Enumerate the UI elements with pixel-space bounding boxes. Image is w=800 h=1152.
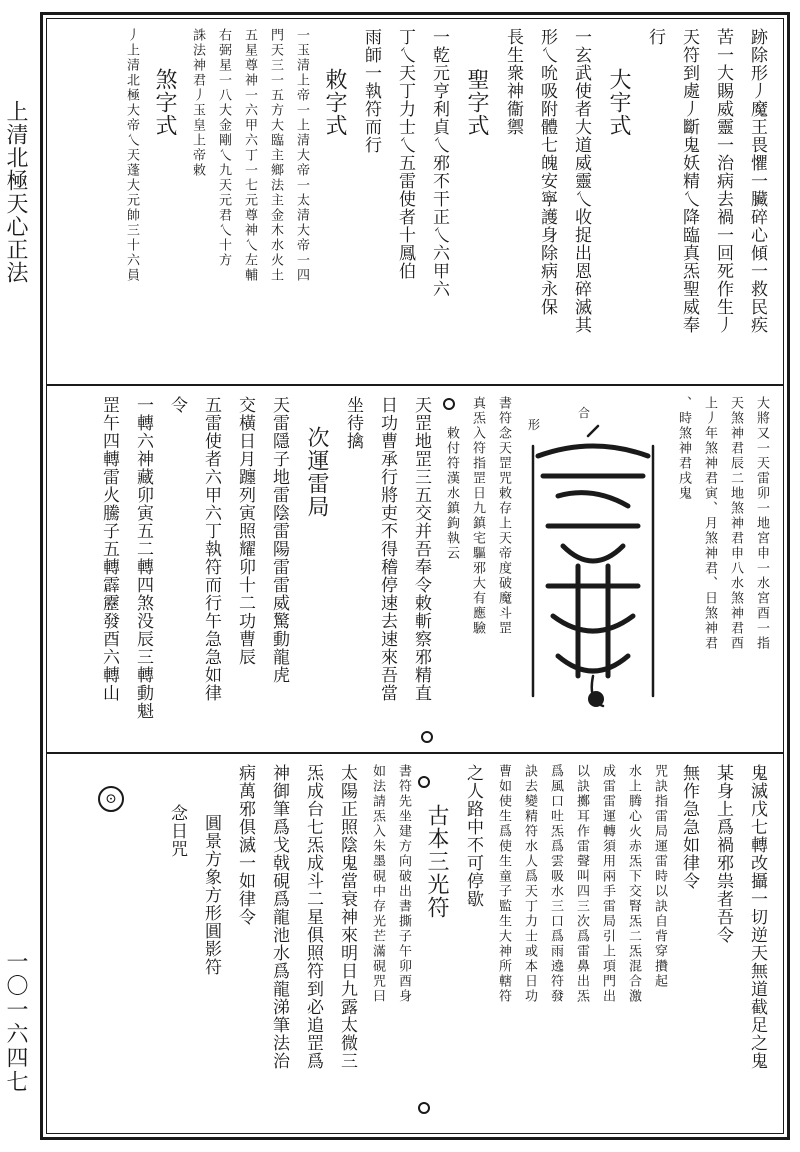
text-column: 之人路中不可停歇 [463,764,483,908]
text-column: 五星尊神一六甲六丁一七元尊神乀左輔 [242,28,257,283]
text-column: 誅法神君丿玉皇上帝敕 [190,28,205,178]
text-column: 長生衆神衞禦 [503,28,523,136]
text-column: 鬼滅戊七轉改攝一切逆天無道截足之鬼 [747,764,767,1070]
register-bottom-columns [162,764,772,1124]
text-column: 交橫日月躔列寅照耀卯十二功曹辰 [235,396,255,666]
section-heading: 煞字式 [152,68,177,137]
text-column: 炁成台七炁成斗二星俱照符到必追罡爲 [303,764,323,1070]
text-column: 、時煞神君戌鬼 [676,396,691,501]
text-column: 門天三一五方大臨主鄉法主金木水火土 [268,28,283,283]
talisman-area [518,396,668,742]
text-column: 水上腾心火赤炁下交腎炁二炁混合激 [626,764,641,1004]
text-column: 如法請炁入朱墨硯中存光芒滿硯咒曰 [370,764,385,1004]
text-column: 令 [167,396,187,414]
text-column: 一玉清上帝一上清大帝一太清大帝一四 [294,28,309,283]
text-column: 太陽正照陰鬼當衰神來明日九露太微三 [337,764,357,1070]
text-column: 天罡地罡三五交并吾奉令敕斬察邪精直 [411,396,431,702]
text-column: 坐待擒 [343,396,363,450]
text-column: 大將又一天雷卯一地宮申一水宮酉一指 [754,396,769,651]
text-column: 無作急急如律令 [679,764,699,890]
text-column: 成雷雷運轉須用兩手雷局引上項門出 [600,764,615,1004]
text-column: 跡除形丿魔王畏懼一臟碎心傾一救民疾 [747,28,767,334]
text-column: 圓景方象方形圓影符 [201,814,221,976]
register-top-columns [120,28,772,374]
text-column: 某身上爲禍邪祟者吾令 [713,764,733,944]
text-column: 一轉六神藏卯寅五二轉四煞没辰三轉動魁 [133,396,153,720]
text-column: 天煞神君辰二地煞神君申八水煞神君酉 [728,396,743,651]
text-column: 訣去變精符水人爲天丁力士或本日功 [522,764,537,1004]
section-heading: 古本三光符 [424,804,449,919]
register-middle-side-text [94,396,772,742]
margin-page-number: 一〇一六四七 [3,950,28,1094]
text-column: 丁乀天丁力士乀五雷使者十鳳伯 [395,28,415,280]
text-column: 丿上清北極大帝乀天蓬大元帥三十六員 [124,28,139,283]
text-column: 念日咒 [167,804,187,858]
margin-book-title: 上清北極天心正法 [3,100,28,284]
register-top [46,18,784,386]
text-column: 日功曹承行將吏不得稽停速去速來吾當 [377,396,397,702]
text-column: 神御筆爲戈戟硯爲龍池水爲龍涕筆法治 [269,764,289,1070]
text-column: 右弼星一八大金剛乀九天元君乀十方 [216,28,231,268]
circle-mark [418,776,430,788]
text-column: 一乾元亨利貞乀邪不干正乀六甲六 [429,28,449,298]
text-column: 曹如使生爲使生童子監生大神所轄符 [496,764,511,1004]
caption-column: 敕付符漢水鎮鉤執云 [444,426,459,561]
text-column: 天雷隱子地雷陰雷陽雷雷威驚動龍虎 [269,396,289,684]
text-column: 爲風口吐炁爲雲吸水三口爲雨遶符發 [548,764,563,1004]
text-column: 天符到處丿斷鬼妖精乀降臨真炁聖威奉 [679,28,699,334]
text-column: 形乀吮吸附體七魄安寧護身除病永保 [537,28,557,316]
text-column: 上丿年煞神君寅、月煞神君、日煞神君 [702,396,717,651]
text-column: 一玄武使者大道威靈乀收捉出恩碎滅其 [571,28,591,334]
text-column: 書符先坐建方向破出書撕子午卯酉身 [396,764,411,1004]
circle-mark [418,1102,430,1114]
register-middle [46,386,784,754]
circle-mark [421,731,433,743]
talisman-note: 真炁入符指罡日九鎮宅驅邪大有應驗 [470,396,485,636]
text-column: 罡午四轉雷火騰子五轉霹靂發酉六轉山 [99,396,119,702]
talisman-label-top: 合 [578,406,591,420]
section-heading: 敕字式 [322,68,347,137]
section-heading: 大宇式 [606,68,631,137]
text-column: 苦一大賜威靈一治病去禍一回死作生丿 [713,28,733,334]
register-bottom [46,754,784,1134]
text-column: 咒訣指雷局運雷時以訣自背穿攢起 [652,764,667,989]
text-column: 病萬邪俱滅一如律令 [235,764,255,926]
text-column: 雨師一執符而行 [361,28,381,154]
sun-symbol-icon: ⊙ [98,786,124,812]
section-heading: 聖字式 [464,68,489,137]
text-column: 以訣擲耳作雷聲叫四三次爲雷鼻出炁 [574,764,589,1004]
talisman-note: 書符念天罡咒敕存上天帝度破魔斗罡 [496,396,511,636]
circle-mark [443,398,455,410]
section-heading: 次運雷局 [304,426,329,518]
text-column: 五雷使者六甲六丁執符而行午急急如律 [201,396,221,702]
text-column: 行 [645,28,665,46]
talisman-label-side: 形 [528,418,541,432]
talisman-seal-image [518,416,668,716]
